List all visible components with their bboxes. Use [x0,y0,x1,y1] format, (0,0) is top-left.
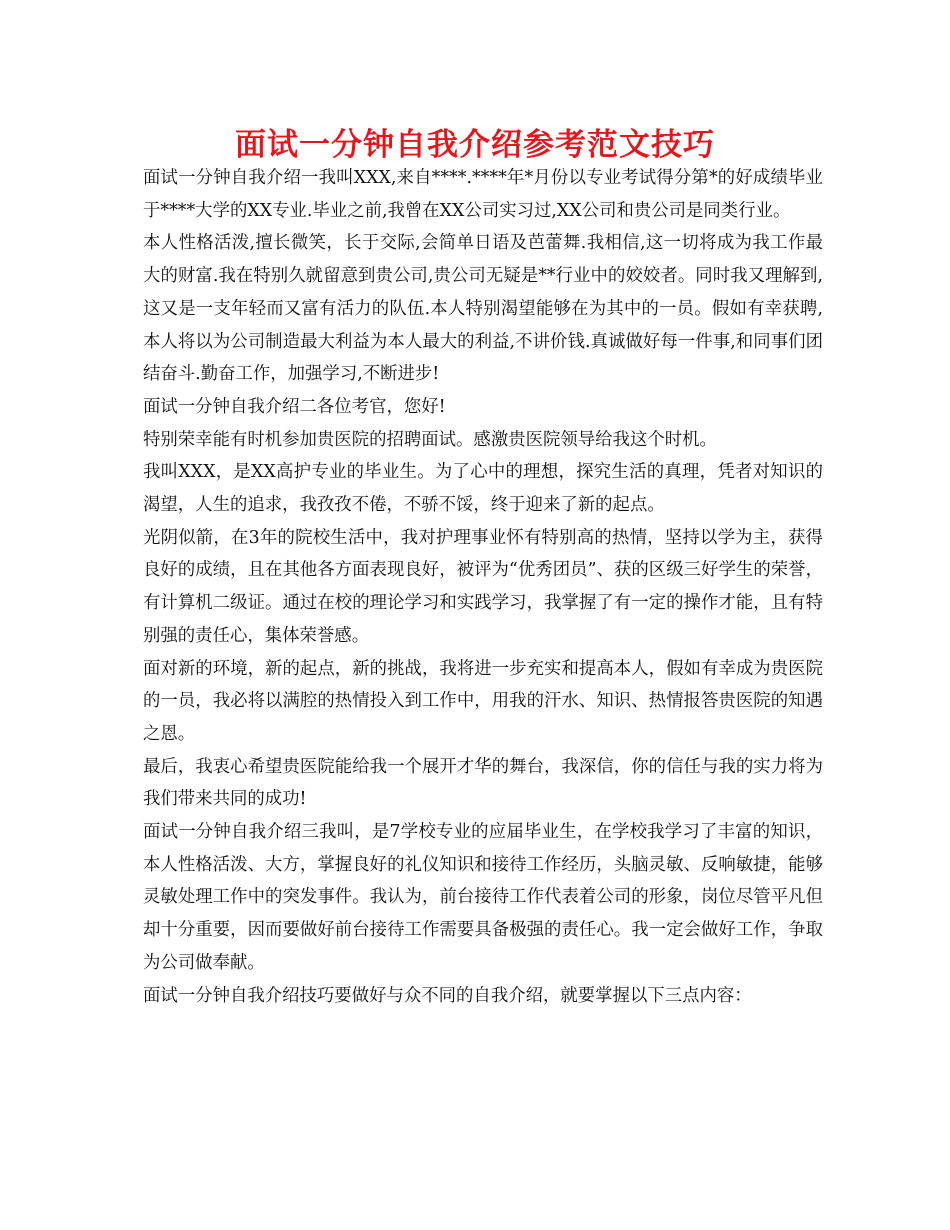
document-title: 面试一分钟自我介绍参考范文技巧 [235,127,715,163]
paragraph: 面试一分钟自我介绍技巧要做好与众不同的自我介绍，就要掌握以下三点内容： [143,985,752,1006]
document-body [143,162,823,1012]
paragraph: 最后，我衷心希望贵医院能给我一个展开才华的舞台，我深信，你的信任与我的实力将为我们带来共同的成功! [143,756,823,810]
paragraph: 我叫XXX，是XX高护专业的毕业生。为了心中的理想，探究生活的真理，凭者对知识的渴望，人生的追求，我孜孜不倦，不骄不馁，终于迎来了新的起点。 [143,462,823,516]
paragraph: 面试一分钟自我介绍二各位考官，您好! [143,396,446,417]
paragraph: 面试一分钟自我介绍三我叫，是7学校专业的应届毕业生，在学校我学习了丰富的知识，本人性格活泼、大方，掌握良好的礼仪知识和接待工作经历，头脑灵敏、反响敏捷，能够灵敏处理工作中的突发事件。我认为，前台接待工作代表着公司的形象，岗位尽管平凡但却十分重要，因而要做好前台接待工作需要具备极强的责任心。我一定会做好工作，争取为公司做奉献。 [143,822,823,973]
paragraph: 面试一分钟自我介绍一我叫XXX,来自****.****年*月份以专业考试得分第*的好成绩毕业于****大学的XX专业.毕业之前,我曾在XX公司实习过,XX公司和贵公司是同类行业。 [143,168,823,221]
paragraph: 本人性格活泼,擅长微笑，长于交际,会简单日语及芭蕾舞.我相信,这一切将成为我工作最大的财富.我在特别久就留意到贵公司,贵公司无疑是**行业中的姣姣者。同时我又理解到,这又是一支年轻而又富有活力的队伍.本人特别渴望能够在为其中的一员。假如有幸获聘,本人将以为公司制造最大利益为本人最大的利益,不讲价钱.真诚做好每一件事,和同事们团结奋斗.勤奋工作，加强学习,不断进步! [143,233,823,385]
paragraph: 面对新的环境，新的起点，新的挑战，我将进一步充实和提高本人，假如有幸成为贵医院的一员，我必将以满腔的热情投入到工作中，用我的汗水、知识、热情报答贵医院的知遇之恩。 [143,658,823,744]
paragraph: 光阴似箭，在3年的院校生活中，我对护理事业怀有特别高的热情，坚持以学为主，获得良好的成绩，且在其他各方面表现良好，被评为“优秀团员”、获的区级三好学生的荣誉，有计算机二级证。通过在校的理论学习和实践学习，我掌握了有一定的操作才能，且有特别强的责任心，集体荣誉感。 [143,527,823,646]
paragraph: 特别荣幸能有时机参加贵医院的招聘面试。感激贵医院领导给我这个时机。 [143,429,717,450]
